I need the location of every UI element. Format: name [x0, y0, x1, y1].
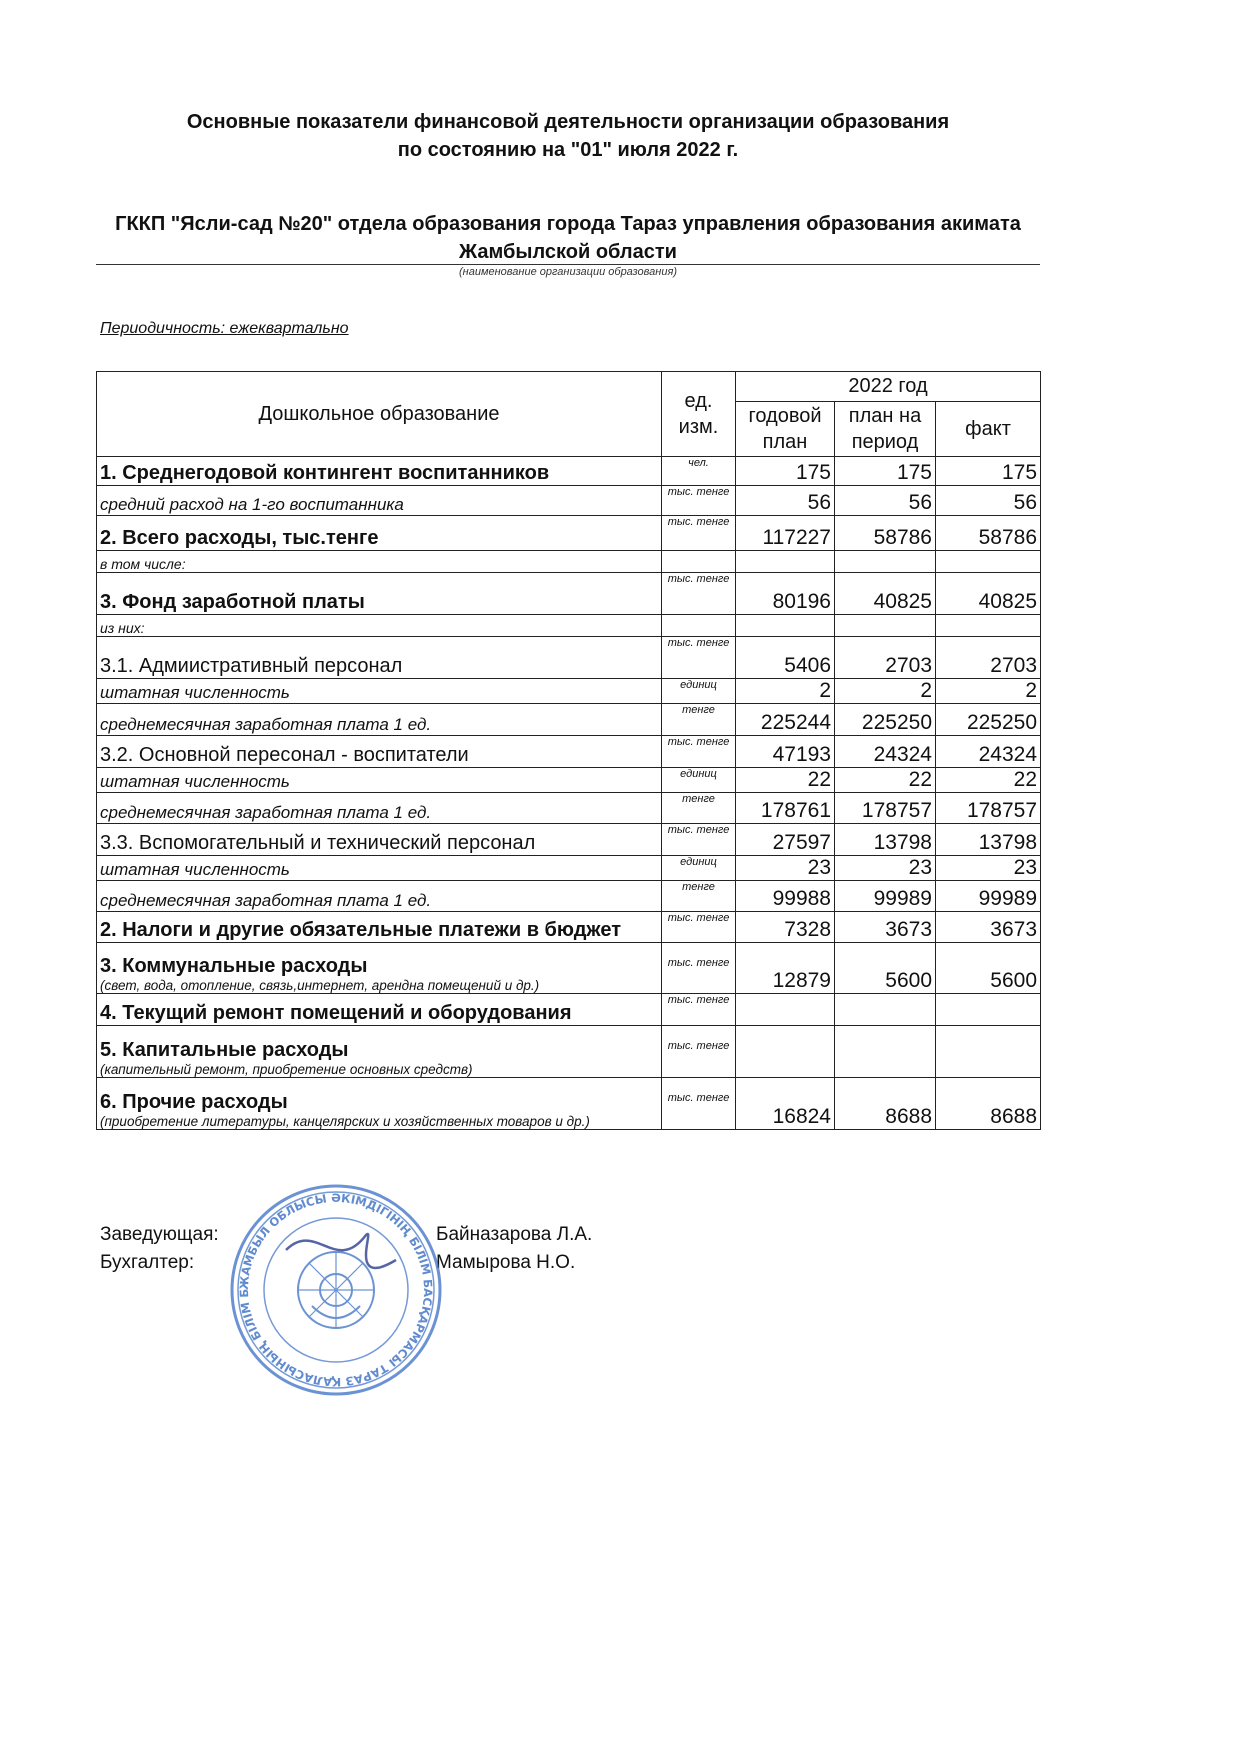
row-annual: 5406	[736, 637, 835, 679]
row-label: 3.3. Вспомогательный и технический персонал	[97, 824, 662, 856]
row-label: 2. Налоги и другие обязательные платежи в бюджет	[97, 912, 662, 943]
row-period: 225250	[835, 704, 936, 736]
row-fact	[936, 551, 1041, 573]
row-fact: 178757	[936, 793, 1041, 824]
table-row	[97, 516, 1041, 551]
header-year: 2022 год	[736, 372, 1041, 402]
row-unit: тыс. тенге	[662, 637, 736, 679]
row-unit: тыс. тенге	[662, 912, 736, 943]
row-label	[97, 1026, 662, 1078]
row-annual: 27597	[736, 824, 835, 856]
document-title	[96, 108, 1040, 164]
row-label	[97, 1078, 662, 1130]
row-period	[835, 1026, 936, 1078]
seal-icon	[226, 1180, 446, 1400]
table-row	[97, 551, 1041, 573]
row-unit: тыс. тенге	[662, 736, 736, 768]
row-unit: тенге	[662, 793, 736, 824]
row-fact: 8688	[936, 1078, 1041, 1130]
row-unit: тыс. тенге	[662, 1078, 736, 1130]
row-label: штатная численность	[97, 768, 662, 793]
head-signature-label: Заведующая:	[100, 1224, 219, 1245]
financial-indicators-table	[96, 371, 1041, 1130]
row-fact	[936, 615, 1041, 637]
organization-caption: (наименование организации образования)	[459, 266, 677, 278]
organization-name	[96, 210, 1040, 266]
row-label: среднемесячная заработная плата 1 ед.	[97, 704, 662, 736]
row-annual: 2	[736, 679, 835, 704]
row-annual	[736, 615, 835, 637]
row-period: 5600	[835, 943, 936, 994]
row-label: среднемесячная заработная плата 1 ед.	[97, 793, 662, 824]
row-fact: 225250	[936, 704, 1041, 736]
row-unit: тенге	[662, 704, 736, 736]
row-fact: 23	[936, 856, 1041, 881]
table-row	[97, 994, 1041, 1026]
row-period: 58786	[835, 516, 936, 551]
row-period: 23	[835, 856, 936, 881]
row-unit: тыс. тенге	[662, 824, 736, 856]
row-fact	[936, 994, 1041, 1026]
row-unit	[662, 551, 736, 573]
document-title-line2: по состоянию на "01" июля 2022 г.	[397, 139, 739, 161]
header-unit: ед. изм.	[662, 372, 736, 457]
row-period: 40825	[835, 573, 936, 615]
table-row	[97, 457, 1041, 486]
table-row	[97, 1026, 1041, 1078]
row-unit: тыс. тенге	[662, 994, 736, 1026]
row-label: 2. Всего расходы, тыс.тенге	[97, 516, 662, 551]
row-fact: 2	[936, 679, 1041, 704]
table-row	[97, 704, 1041, 736]
row-note: (свет, вода, отопление, связь,интернет, арендна помещений и др.)	[100, 978, 540, 993]
row-note: (приобретение литературы, канцелярских и хозяйственных товаров и др.)	[100, 1114, 590, 1129]
row-label: 4. Текущий ремонт помещений и оборудования	[97, 994, 662, 1026]
row-unit: тыс. тенге	[662, 1026, 736, 1078]
table-row	[97, 486, 1041, 516]
row-unit: единиц	[662, 856, 736, 881]
row-label: 3. Фонд заработной платы	[97, 573, 662, 615]
row-annual: 7328	[736, 912, 835, 943]
row-label: 1. Среднегодовой контингент воспитанников	[97, 457, 662, 486]
row-unit: единиц	[662, 679, 736, 704]
organization-underline	[96, 264, 1040, 265]
row-annual: 56	[736, 486, 835, 516]
row-fact: 13798	[936, 824, 1041, 856]
emblem-icon	[298, 1252, 374, 1328]
row-label: 3.2. Основной пересонал - воспитатели	[97, 736, 662, 768]
row-annual: 225244	[736, 704, 835, 736]
row-label-text: 5. Капитальные расходы	[100, 1039, 349, 1061]
header-fact: факт	[936, 402, 1041, 457]
table-row	[97, 679, 1041, 704]
row-unit: тенге	[662, 881, 736, 912]
organization-name-line2: Жамбылской области	[459, 241, 677, 263]
row-label: штатная численность	[97, 856, 662, 881]
row-annual: 99988	[736, 881, 835, 912]
row-period: 8688	[835, 1078, 936, 1130]
row-annual: 23	[736, 856, 835, 881]
row-label: среднемесячная заработная плата 1 ед.	[97, 881, 662, 912]
table-row	[97, 615, 1041, 637]
row-label: 3.1. Адмиистративный персонал	[97, 637, 662, 679]
table-row	[97, 736, 1041, 768]
accountant-signature-label: Бухгалтер:	[100, 1252, 195, 1273]
row-period: 175	[835, 457, 936, 486]
row-period: 13798	[835, 824, 936, 856]
row-fact: 99989	[936, 881, 1041, 912]
row-annual: 117227	[736, 516, 835, 551]
header-annual-plan: годовой план	[736, 402, 835, 457]
row-label: в том числе:	[97, 551, 662, 573]
table-row	[97, 637, 1041, 679]
document-title-line1: Основные показатели финансовой деятельности организации образования	[186, 111, 950, 133]
row-fact: 40825	[936, 573, 1041, 615]
seal-ring-text: ЖАМБЫЛ ОБЛЫСЫ ӘКІМДІГІНІҢ БІЛІМ БАСҚАРМАСЫ ТАРАЗ ҚАЛАСЫНЫҢ БІЛІМ Б	[236, 1191, 436, 1390]
row-label: штатная численность	[97, 679, 662, 704]
signature-stroke	[286, 1234, 396, 1268]
periodicity-label: Периодичность: ежеквартально	[100, 320, 349, 337]
row-annual: 16824	[736, 1078, 835, 1130]
table-row	[97, 943, 1041, 994]
row-period: 2	[835, 679, 936, 704]
organization-name-line1: ГККП "Ясли-сад №20" отдела образования города Тараз управления образования акимата	[115, 213, 1021, 235]
row-annual: 175	[736, 457, 835, 486]
row-fact: 5600	[936, 943, 1041, 994]
row-fact	[936, 1026, 1041, 1078]
row-period: 56	[835, 486, 936, 516]
table-row	[97, 856, 1041, 881]
row-unit: тыс. тенге	[662, 486, 736, 516]
header-section: Дошкольное образование	[97, 372, 662, 457]
row-period	[835, 615, 936, 637]
official-seal	[226, 1180, 446, 1400]
row-fact: 24324	[936, 736, 1041, 768]
row-fact: 2703	[936, 637, 1041, 679]
row-unit: тыс. тенге	[662, 516, 736, 551]
row-fact: 175	[936, 457, 1041, 486]
row-period	[835, 551, 936, 573]
row-annual: 80196	[736, 573, 835, 615]
row-unit: тыс. тенге	[662, 573, 736, 615]
table-row	[97, 881, 1041, 912]
row-fact: 22	[936, 768, 1041, 793]
table-row	[97, 793, 1041, 824]
row-period: 2703	[835, 637, 936, 679]
row-label: средний расход на 1-го воспитанника	[97, 486, 662, 516]
row-annual: 12879	[736, 943, 835, 994]
accountant-signature-name: Мамырова Н.О.	[436, 1252, 576, 1273]
row-annual	[736, 551, 835, 573]
row-unit	[662, 615, 736, 637]
row-fact: 3673	[936, 912, 1041, 943]
row-label: из них:	[97, 615, 662, 637]
table-row	[97, 912, 1041, 943]
row-annual: 178761	[736, 793, 835, 824]
table-row	[97, 768, 1041, 793]
row-period: 99989	[835, 881, 936, 912]
row-fact: 58786	[936, 516, 1041, 551]
row-annual	[736, 1026, 835, 1078]
row-period	[835, 994, 936, 1026]
row-label-text: 6. Прочие расходы	[100, 1091, 288, 1113]
row-label-text: 3. Коммунальные расходы	[100, 955, 368, 977]
row-unit: чел.	[662, 457, 736, 486]
row-fact: 56	[936, 486, 1041, 516]
row-period: 178757	[835, 793, 936, 824]
table-row	[97, 1078, 1041, 1130]
row-unit: тыс. тенге	[662, 943, 736, 994]
row-annual: 22	[736, 768, 835, 793]
row-label	[97, 943, 662, 994]
table-row	[97, 573, 1041, 615]
row-note: (капительный ремонт, приобретение основных средств)	[100, 1062, 473, 1077]
row-annual	[736, 994, 835, 1026]
header-period-plan: план на период	[835, 402, 936, 457]
row-period: 3673	[835, 912, 936, 943]
table-row	[97, 824, 1041, 856]
row-period: 22	[835, 768, 936, 793]
row-unit: единиц	[662, 768, 736, 793]
row-period: 24324	[835, 736, 936, 768]
head-signature-name: Байназарова Л.А.	[436, 1224, 593, 1245]
row-annual: 47193	[736, 736, 835, 768]
